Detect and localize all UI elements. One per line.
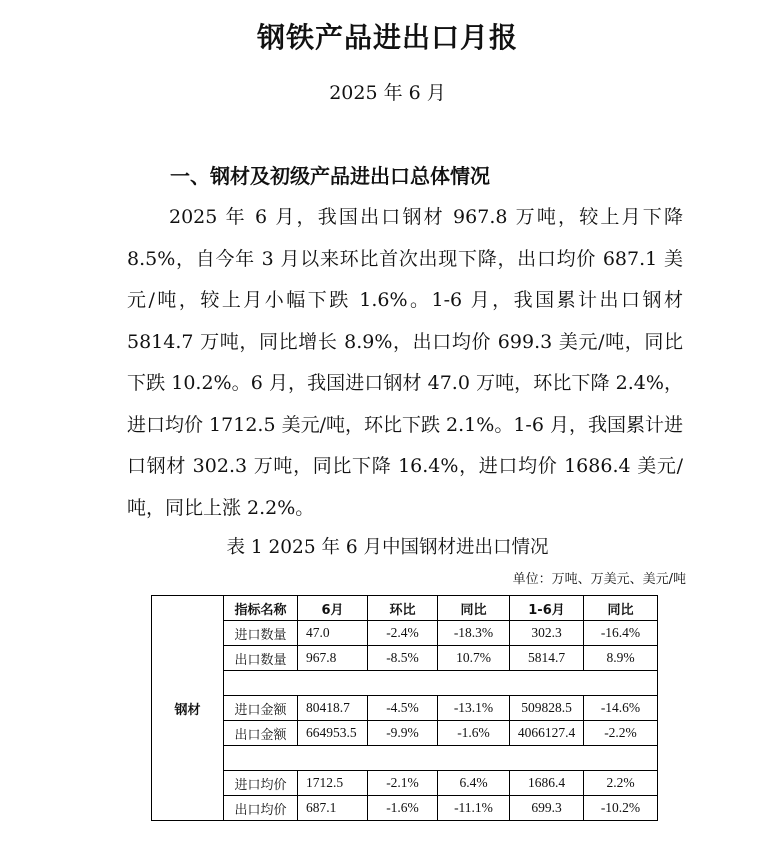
table-cell: 699.3 xyxy=(510,796,584,821)
table-row xyxy=(152,696,658,721)
table-cell: 967.8 xyxy=(298,646,368,671)
table-cell: 10.7% xyxy=(438,646,510,671)
row-label: 出口金额 xyxy=(224,721,298,746)
table-cell: -11.1% xyxy=(438,796,510,821)
table-cell: -18.3% xyxy=(438,621,510,646)
table-row xyxy=(152,771,658,796)
section-heading: 一、钢材及初级产品进出口总体情况 xyxy=(170,164,490,188)
spacer-cell xyxy=(224,746,658,771)
table-cell: 2.2% xyxy=(584,771,658,796)
category-cell: 钢材 xyxy=(152,596,224,821)
spacer-cell xyxy=(224,671,658,696)
row-label: 进口数量 xyxy=(224,621,298,646)
header-cell: 同比 xyxy=(584,596,658,621)
steel-trade-table xyxy=(151,595,658,821)
table-cell: 80418.7 xyxy=(298,696,368,721)
table-cell: -13.1% xyxy=(438,696,510,721)
header-cell: 1-6月 xyxy=(510,596,584,621)
table-cell: -1.6% xyxy=(368,796,438,821)
table-caption: 表 1 2025 年 6 月中国钢材进出口情况 xyxy=(226,537,549,558)
table-cell: -8.5% xyxy=(368,646,438,671)
table-cell: 302.3 xyxy=(510,621,584,646)
spacer-row xyxy=(152,671,658,696)
unit-note: 单位：万吨、万美元、美元/吨 xyxy=(512,572,686,587)
table-cell: 4066127.4 xyxy=(510,721,584,746)
table-cell: -10.2% xyxy=(584,796,658,821)
table-row xyxy=(152,621,658,646)
spacer-row xyxy=(152,746,658,771)
table-cell: -4.5% xyxy=(368,696,438,721)
table-cell: -2.4% xyxy=(368,621,438,646)
table-cell: 8.9% xyxy=(584,646,658,671)
report-date: 2025 年 6 月 xyxy=(329,82,446,104)
table-cell: 664953.5 xyxy=(298,721,368,746)
header-cell: 指标名称 xyxy=(224,596,298,621)
table-cell: -1.6% xyxy=(438,721,510,746)
summary-paragraph: 2025 年 6 月，我国出口钢材 967.8 万吨，较上月下降 8.5%，自今年 3 月以来环比首次出现下降，出口均价 687.1 美元/吨，较上月小幅下跌 1.6%。1-6 月，我国累计出口钢材 5814.7 万吨，同比增长 8.9%，出口均价 699.3 美元/吨，同比下跌 10.2%。6 月，我国进口钢材 47.0 万吨，环比下降 2.4%，进口均价 1712.5 美元/吨，环比下跌 2.1%。1-6 月，我国累计进口钢材 302.3 万吨，同比下降 16.4%，进口均价 1686.4 美元/吨，同比上涨 2.2%。 xyxy=(127,206,683,519)
table-row xyxy=(152,796,658,821)
table-cell: 5814.7 xyxy=(510,646,584,671)
row-label: 进口金额 xyxy=(224,696,298,721)
table-row xyxy=(152,646,658,671)
table-cell: 1686.4 xyxy=(510,771,584,796)
table-cell: -14.6% xyxy=(584,696,658,721)
table-cell: -16.4% xyxy=(584,621,658,646)
table-cell: -9.9% xyxy=(368,721,438,746)
table-cell: 1712.5 xyxy=(298,771,368,796)
table-cell: -2.2% xyxy=(584,721,658,746)
table-header-row xyxy=(152,596,658,621)
report-title: 钢铁产品进出口月报 xyxy=(256,21,518,54)
row-label: 进口均价 xyxy=(224,771,298,796)
header-cell: 6月 xyxy=(298,596,368,621)
table-cell: -2.1% xyxy=(368,771,438,796)
table-row xyxy=(152,721,658,746)
table-cell: 687.1 xyxy=(298,796,368,821)
header-cell: 环比 xyxy=(368,596,438,621)
table-cell: 47.0 xyxy=(298,621,368,646)
table-cell: 509828.5 xyxy=(510,696,584,721)
header-cell: 同比 xyxy=(438,596,510,621)
row-label: 出口均价 xyxy=(224,796,298,821)
table-cell: 6.4% xyxy=(438,771,510,796)
row-label: 出口数量 xyxy=(224,646,298,671)
